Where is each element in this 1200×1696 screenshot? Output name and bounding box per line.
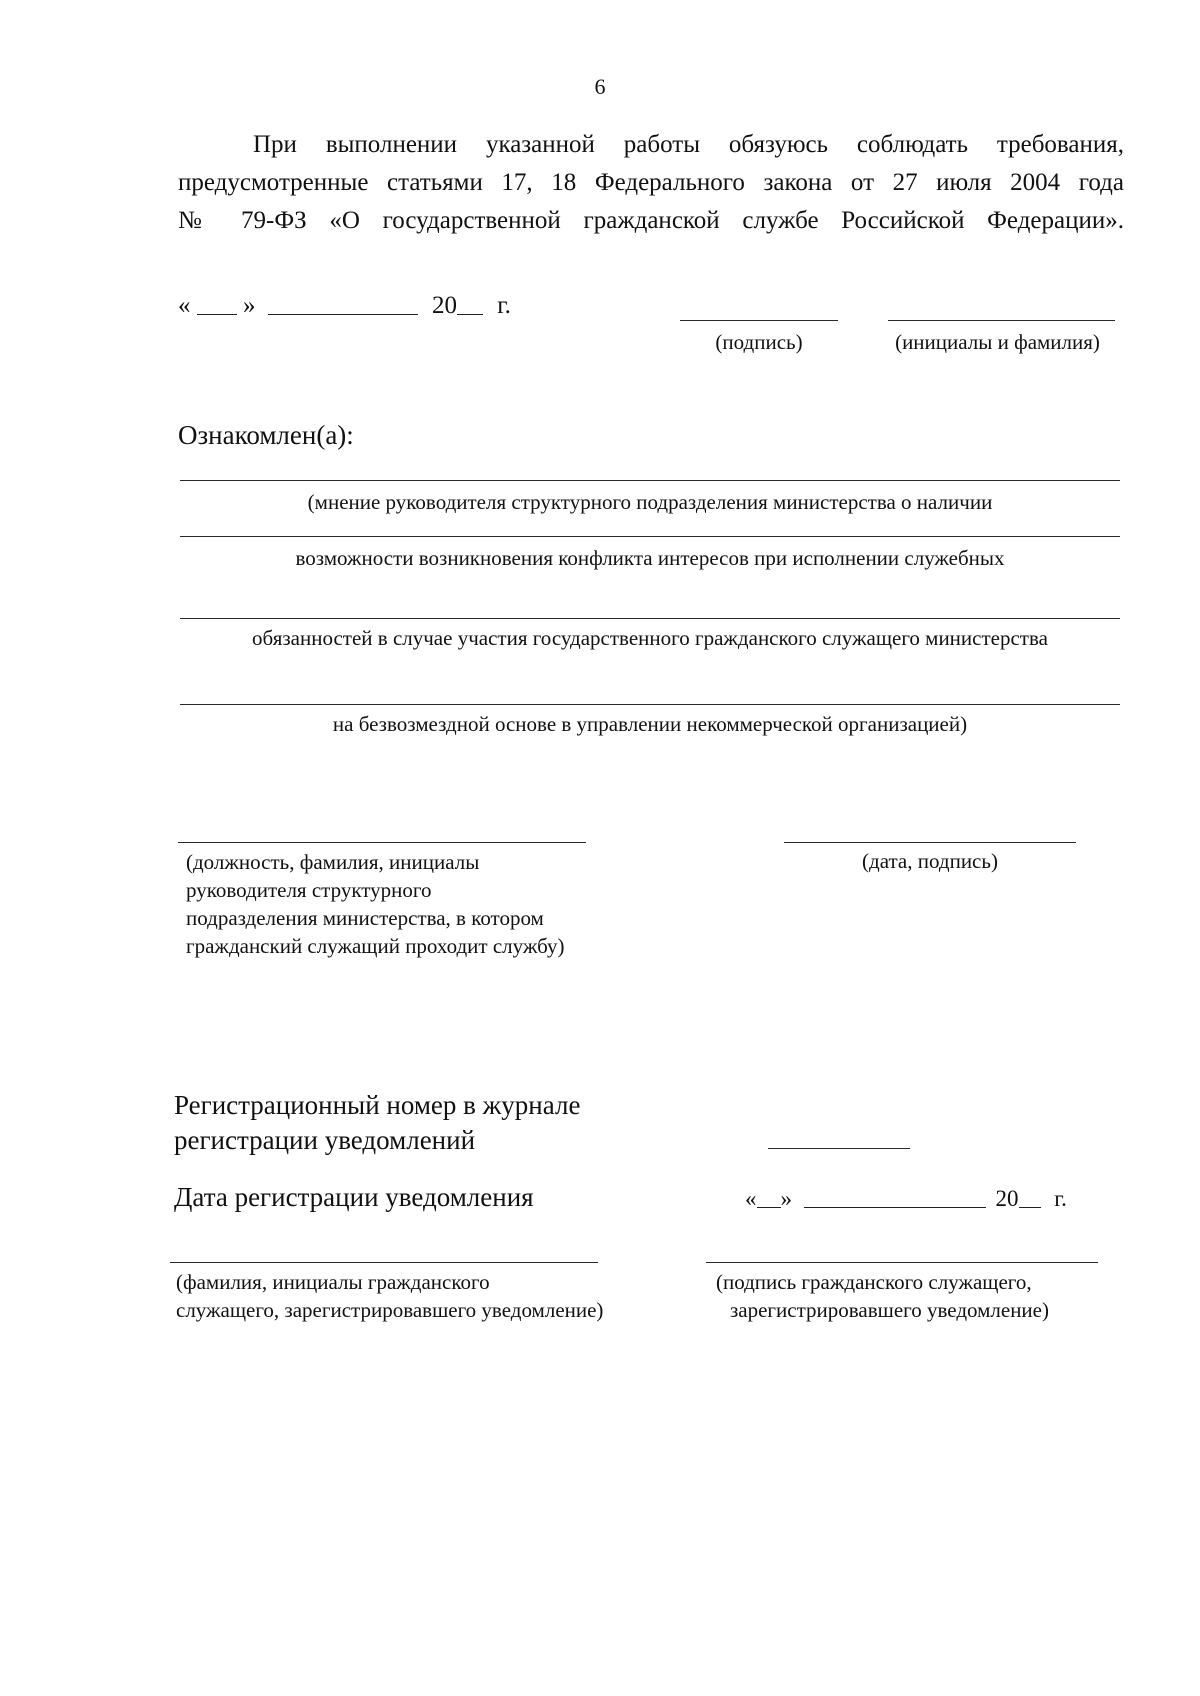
registration-month-blank[interactable] [804, 1206, 986, 1208]
name-line[interactable] [888, 320, 1115, 321]
year-suffix: г. [497, 292, 511, 319]
registration-number-line[interactable] [768, 1148, 910, 1149]
obligation-line: При выполнении указанной работы обязуюсь соблюдать требования, [253, 131, 1124, 158]
name-caption: (инициалы и фамилия) [895, 330, 1100, 354]
signature-line[interactable] [680, 320, 838, 321]
acknowledgement-title: Ознакомлен(а): [178, 420, 354, 450]
head-date-signature-caption: (дата, подпись) [862, 849, 998, 873]
page-number: 6 [594, 74, 606, 99]
head-date-signature-line[interactable] [784, 842, 1076, 843]
head-position-line[interactable] [178, 842, 586, 843]
opinion-line[interactable] [180, 618, 1120, 619]
obligation-line: предусмотренные статьями 17, 18 Федерального закона от 27 июля 2004 года [178, 169, 1124, 196]
head-position-caption: (должность, фамилия, инициалы руководителя структурного подразделения министерства, в котором гражданский служащий проходит службу) [186, 850, 565, 958]
opinion-caption: обязанностей в случае участия государственного гражданского служащего министерства [252, 626, 1048, 650]
registration-year-blank[interactable] [1019, 1206, 1041, 1208]
obligation-line: № 79-ФЗ «О государственной гражданской службе Российской Федерации». [178, 207, 1124, 234]
registration-day-blank[interactable] [757, 1206, 781, 1208]
registrar-name-line[interactable] [170, 1262, 598, 1263]
registrar-signature-caption: (подпись гражданского служащего, зарегистрировавшего уведомление) [716, 1270, 1049, 1322]
signature-date-field[interactable] [178, 292, 511, 320]
opinion-caption: возможности возникновения конфликта интересов при исполнении служебных [295, 546, 1005, 570]
obligation-paragraph [178, 126, 1124, 240]
year-blank[interactable] [457, 313, 483, 315]
date-open-quote: « [178, 292, 191, 319]
day-blank[interactable] [197, 313, 237, 315]
signature-caption: (подпись) [715, 330, 803, 354]
opinion-caption: на безвозмездной основе в управлении некоммерческой организацией) [332, 712, 968, 736]
month-blank[interactable] [268, 313, 418, 315]
date-close-quote: » [243, 292, 256, 319]
registrar-name-caption: (фамилия, инициалы гражданского служащего, зарегистрировавшего уведомление) [176, 1270, 604, 1322]
opinion-line[interactable] [180, 480, 1120, 481]
registration-date-label: Дата регистрации уведомления [174, 1182, 534, 1212]
registrar-signature-line[interactable] [706, 1262, 1098, 1263]
opinion-line[interactable] [180, 704, 1120, 705]
opinion-caption: (мнение руководителя структурного подразделения министерства о наличии [307, 490, 993, 514]
year-prefix: 20 [432, 292, 457, 319]
opinion-line[interactable] [180, 536, 1120, 537]
registration-number-label: Регистрационный номер в журнале регистрации уведомлений [174, 1090, 581, 1155]
registration-date-field[interactable]: « » 20 г. [745, 1186, 1067, 1211]
